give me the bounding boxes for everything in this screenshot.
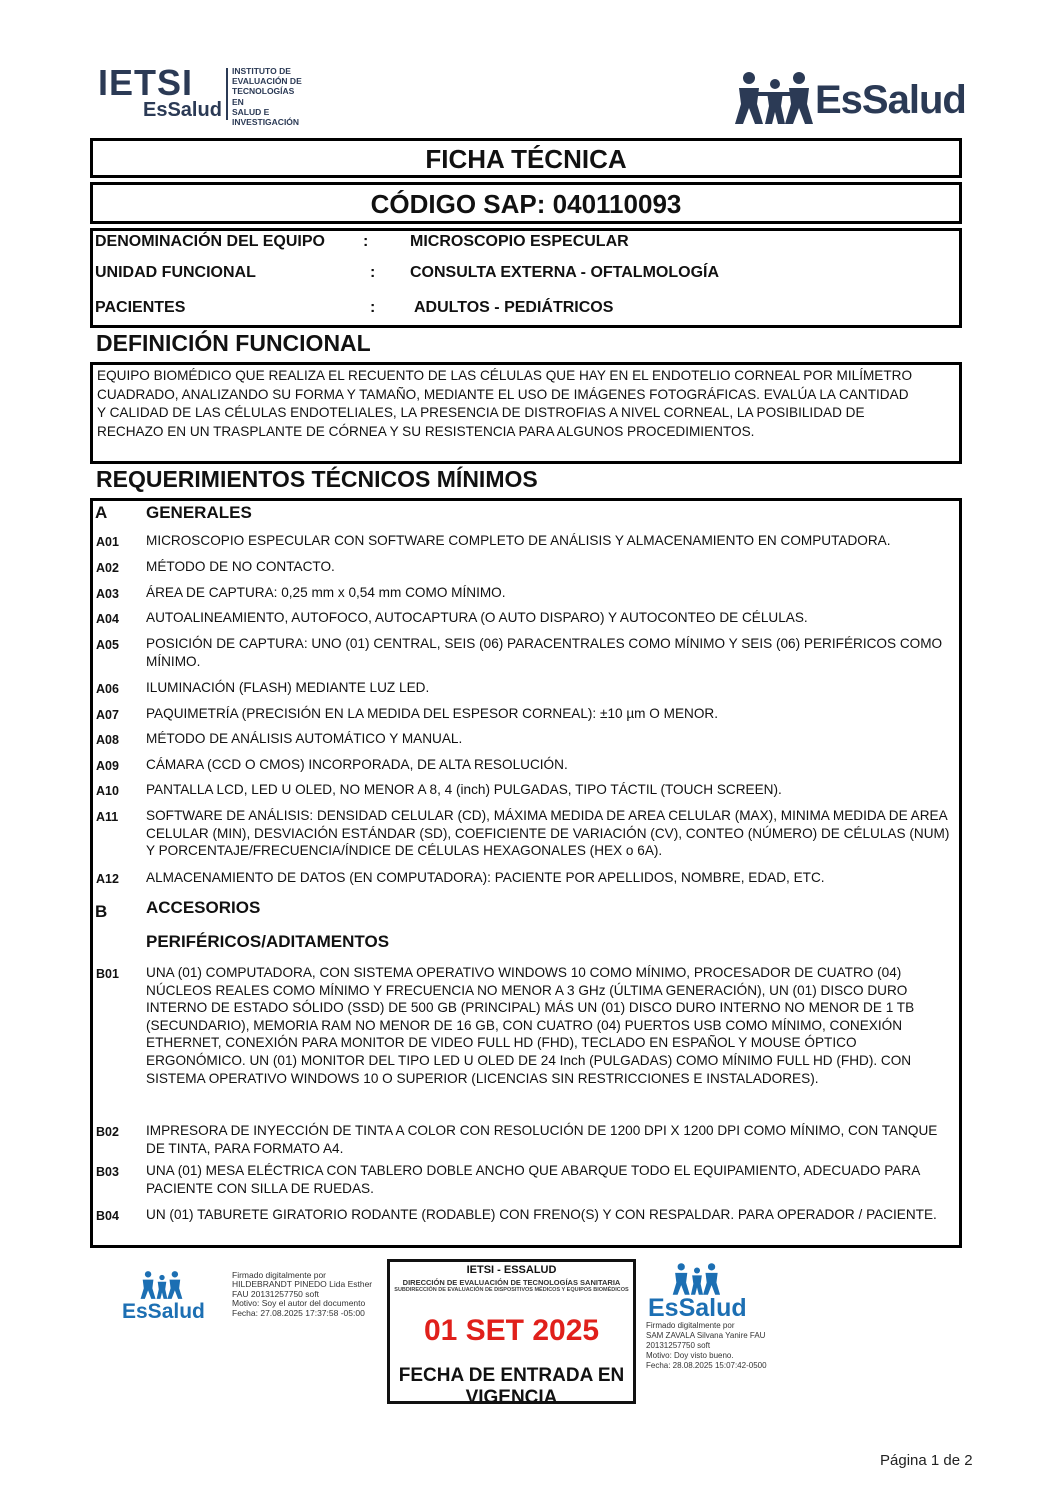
item-code: A06: [96, 682, 119, 696]
ietsi-logo-subtitle: EsSalud: [143, 99, 222, 121]
item-code: A02: [96, 561, 119, 575]
ietsi-logo-divider: [226, 68, 228, 120]
info-separator: :: [370, 264, 376, 281]
definition-line: CUADRADO, ANALIZANDO SU FORMA Y TAMAÑO, MEDIANTE EL USO DE IMÁGENES FOTOGRÁFICAS. EVALÚA LA CANTIDAD: [97, 386, 909, 402]
info-value-denomination: MICROSCOPIO ESPECULAR: [410, 233, 629, 250]
essalud-logo: [735, 68, 965, 128]
stamp-caption: FECHA DE ENTRADA EN VIGENCIA: [398, 1365, 625, 1408]
section-b-code: B: [95, 902, 108, 921]
stamp-org: IETSI - ESSALUD: [466, 1264, 557, 1276]
item-text: ALMACENAMIENTO DE DATOS (EN COMPUTADORA): PACIENTE POR APELLIDOS, NOMBRE, EDAD, ETC.: [146, 870, 825, 885]
family-icon: [672, 1262, 722, 1296]
doc-title: FICHA TÉCNICA: [90, 138, 962, 178]
requirements-title: REQUERIMIENTOS TÉCNICOS MÍNIMOS: [96, 466, 538, 492]
section-b-subtitle: PERIFÉRICOS/ADITAMENTOS: [146, 932, 390, 951]
section-b-title: ACCESORIOS: [146, 898, 261, 917]
item-text: MÉTODO DE NO CONTACTO.: [146, 559, 335, 574]
ietsi-logo: [98, 62, 308, 128]
essalud-logo-word: EsSalud: [815, 78, 966, 122]
ietsi-logo-title: IETSI: [98, 62, 194, 103]
item-code: A11: [96, 810, 119, 824]
essalud-footer-word-1: EsSalud: [122, 1300, 205, 1323]
item-code: B02: [96, 1125, 119, 1139]
essalud-footer-logo-1: [122, 1270, 212, 1330]
info-label-denomination: DENOMINACIÓN DEL EQUIPO: [95, 233, 325, 250]
family-icon: [140, 1270, 184, 1300]
item-code: A09: [96, 759, 119, 773]
info-value-unit: CONSULTA EXTERNA - OFTALMOLOGÍA: [410, 264, 720, 281]
info-label-patients: PACIENTES: [95, 299, 186, 316]
definition-line: Y CALIDAD DE LAS CÉLULAS ENDOTELIALES, LA PRESENCIA DE DISTROFIAS A NIVEL CORNEAL, LA POSIBILIDAD DE: [97, 405, 865, 421]
signature-1-text: Firmado digitalmente por HILDEBRANDT PINEDO Lida Esther FAU 20131257750 soft Motivo: Soy el autor del documento Fecha: 27.08.2025 17:37:58 -05:00: [232, 1270, 373, 1318]
item-text: UNA (01) MESA ELÉCTRICA CON TABLERO DOBLE ANCHO QUE ABARQUE TODO EL EQUIPAMIENTO, ADECUADO PARA PACIENTE CON SILLA DE RUEDAS.: [146, 1163, 920, 1196]
definition-title: DEFINICIÓN FUNCIONAL: [96, 330, 371, 356]
ietsi-logo-tagline: INSTITUTO DE EVALUACIÓN DE TECNOLOGÍAS EN SALUD E INVESTIGACIÓN: [232, 66, 302, 128]
page-number: Página 1 de 2: [880, 1452, 973, 1469]
item-code: A12: [96, 872, 119, 886]
info-value-patients: ADULTOS - PEDIÁTRICOS: [414, 299, 614, 316]
info-label-unit: UNIDAD FUNCIONAL: [95, 264, 256, 281]
item-text: MICROSCOPIO ESPECULAR CON SOFTWARE COMPLETO DE ANÁLISIS Y ALMACENAMIENTO EN COMPUTADORA.: [146, 533, 891, 548]
essalud-footer-logo-2: [648, 1262, 758, 1322]
stamp-date: 01 SET 2025: [423, 1314, 600, 1347]
item-code: A04: [96, 612, 119, 626]
item-code: A03: [96, 587, 119, 601]
item-text: CÁMARA (CCD O CMOS) INCORPORADA, DE ALTA RESOLUCIÓN.: [146, 757, 568, 772]
item-text: SOFTWARE DE ANÁLISIS: DENSIDAD CELULAR (CD), MÁXIMA MEDIDA DE AREA CELULAR (MAX), MINIMA MEDIDA DE AREA CELULAR (MIN), DESVIACIÓN ESTÁNDAR (SD), COEFICIENTE DE VARIACIÓN (CV), CONTEO (NÚMERO) DE CÉLULAS (NUM) Y PORCENTAJE/FRECUENCIA/ÍNDICE DE CÉLULAS HEXAGONALES (HEX o 6A).: [146, 808, 950, 859]
item-text: MÉTODO DE ANÁLISIS AUTOMÁTICO Y MANUAL.: [146, 731, 463, 746]
definition-line: EQUIPO BIOMÉDICO QUE REALIZA EL RECUENTO DE LAS CÉLULAS QUE HAY EN EL ENDOTELIO CORNEAL POR MILÍMETRO: [97, 368, 913, 383]
item-text: PAQUIMETRÍA (PRECISIÓN EN LA MEDIDA DEL ESPESOR CORNEAL): ±10 µm O MENOR.: [146, 706, 718, 721]
sap-code: CÓDIGO SAP: 040110093: [90, 182, 962, 224]
item-code: A01: [96, 535, 119, 549]
item-code: B01: [96, 967, 119, 981]
definition-line: RECHAZO EN UN TRASPLANTE DE CÓRNEA Y SU RESISTENCIA PARA ALGUNOS PROCEDIMIENTOS.: [97, 424, 755, 440]
family-icon: [735, 70, 815, 126]
info-separator: :: [363, 233, 369, 250]
item-text: PANTALLA LCD, LED U OLED, NO MENOR A 8, 4 (inch) PULGADAS, TIPO TÁCTIL (TOUCH SCREEN).: [146, 782, 782, 797]
item-text: UNA (01) COMPUTADORA, CON SISTEMA OPERATIVO WINDOWS 10 COMO MÍNIMO, PROCESADOR DE CUATRO (04) NÚCLEOS REALES COMO MÍNIMO Y FRECUENCIA NO MENOR A 3 GHz (ÚLTIMA GENERACIÓN), UN (01) DISCO DURO INTERNO DE ESTADO SÓLIDO (SSD) DE 500 GB (PRINCIPAL) MÁS UN (01) DISCO DURO INTERNO NO MENOR DE 1 TB (SECUNDARIO), MEMORIA RAM NO MENOR DE 16 GB, CON CUATRO (04) PUERTOS USB COMO MÍNIMO, CONEXIÓN ETHERNET, CONEXIÓN PARA MONITOR DE VIDEO FULL HD (FHD), TECLADO EN ESPAÑOL Y MOUSE ÓPTICO ERGONÓMICO. UN (01) MONITOR DEL TIPO LED U OLED DE 24 Inch (PULGADAS) COMO MÍNIMO FULL HD (FHD). CON SISTEMA OPERATIVO WINDOWS 10 O SUPERIOR (LICENCIAS SIN RESTRICCIONES E INSTALADORES).: [146, 965, 915, 1086]
item-text: UN (01) TABURETE GIRATORIO RODANTE (RODABLE) CON FRENO(S) Y CON RESPALDAR. PARA OPERADOR / PACIENTE.: [146, 1207, 937, 1222]
item-code: A10: [96, 784, 119, 798]
item-text: ÁREA DE CAPTURA: 0,25 mm x 0,54 mm COMO MÍNIMO.: [146, 585, 506, 600]
item-text: POSICIÓN DE CAPTURA: UNO (01) CENTRAL, SEIS (06) PARACENTRALES COMO MÍNIMO Y SEIS (06) PERIFÉRICOS COMO MÍNIMO.: [146, 636, 943, 669]
item-text: AUTOALINEAMIENTO, AUTOFOCO, AUTOCAPTURA (O AUTO DISPARO) Y AUTOCONTEO DE CÉLULAS.: [146, 610, 808, 625]
definition-box: [90, 362, 962, 464]
item-text: ILUMINACIÓN (FLASH) MEDIANTE LUZ LED.: [146, 680, 430, 695]
definition-text: [97, 367, 959, 442]
item-code: A05: [96, 638, 119, 652]
item-code: A08: [96, 733, 119, 747]
info-separator: :: [370, 299, 376, 316]
section-a-code: A: [95, 503, 108, 522]
stamp-subdirection: SUBDIRECCIÓN DE EVALUACIÓN DE DISPOSITIVOS MÉDICOS Y EQUIPOS BIOMÉDICOS: [394, 1287, 629, 1293]
essalud-footer-word-2: EsSalud: [648, 1294, 747, 1322]
stamp-direction: DIRECCIÓN DE EVALUACIÓN DE TECNOLOGÍAS SANITARIA: [402, 1278, 621, 1287]
validity-stamp: [387, 1259, 636, 1408]
item-text: IMPRESORA DE INYECCIÓN DE TINTA A COLOR CON RESOLUCIÓN DE 1200 DPI X 1200 DPI COMO MÍNIMO, CON TANQUE DE TINTA, PARA FORMATO A4.: [146, 1123, 938, 1156]
item-code: A07: [96, 708, 119, 722]
signature-2-text: Firmado digitalmente por SAM ZAVALA Silvana Yanire FAU 20131257750 soft Motivo: Doy visto bueno. Fecha: 28.08.2025 15:07:42-0500: [646, 1321, 767, 1370]
item-code: B04: [96, 1209, 119, 1223]
item-code: B03: [96, 1165, 119, 1179]
section-a-title: GENERALES: [146, 503, 252, 522]
